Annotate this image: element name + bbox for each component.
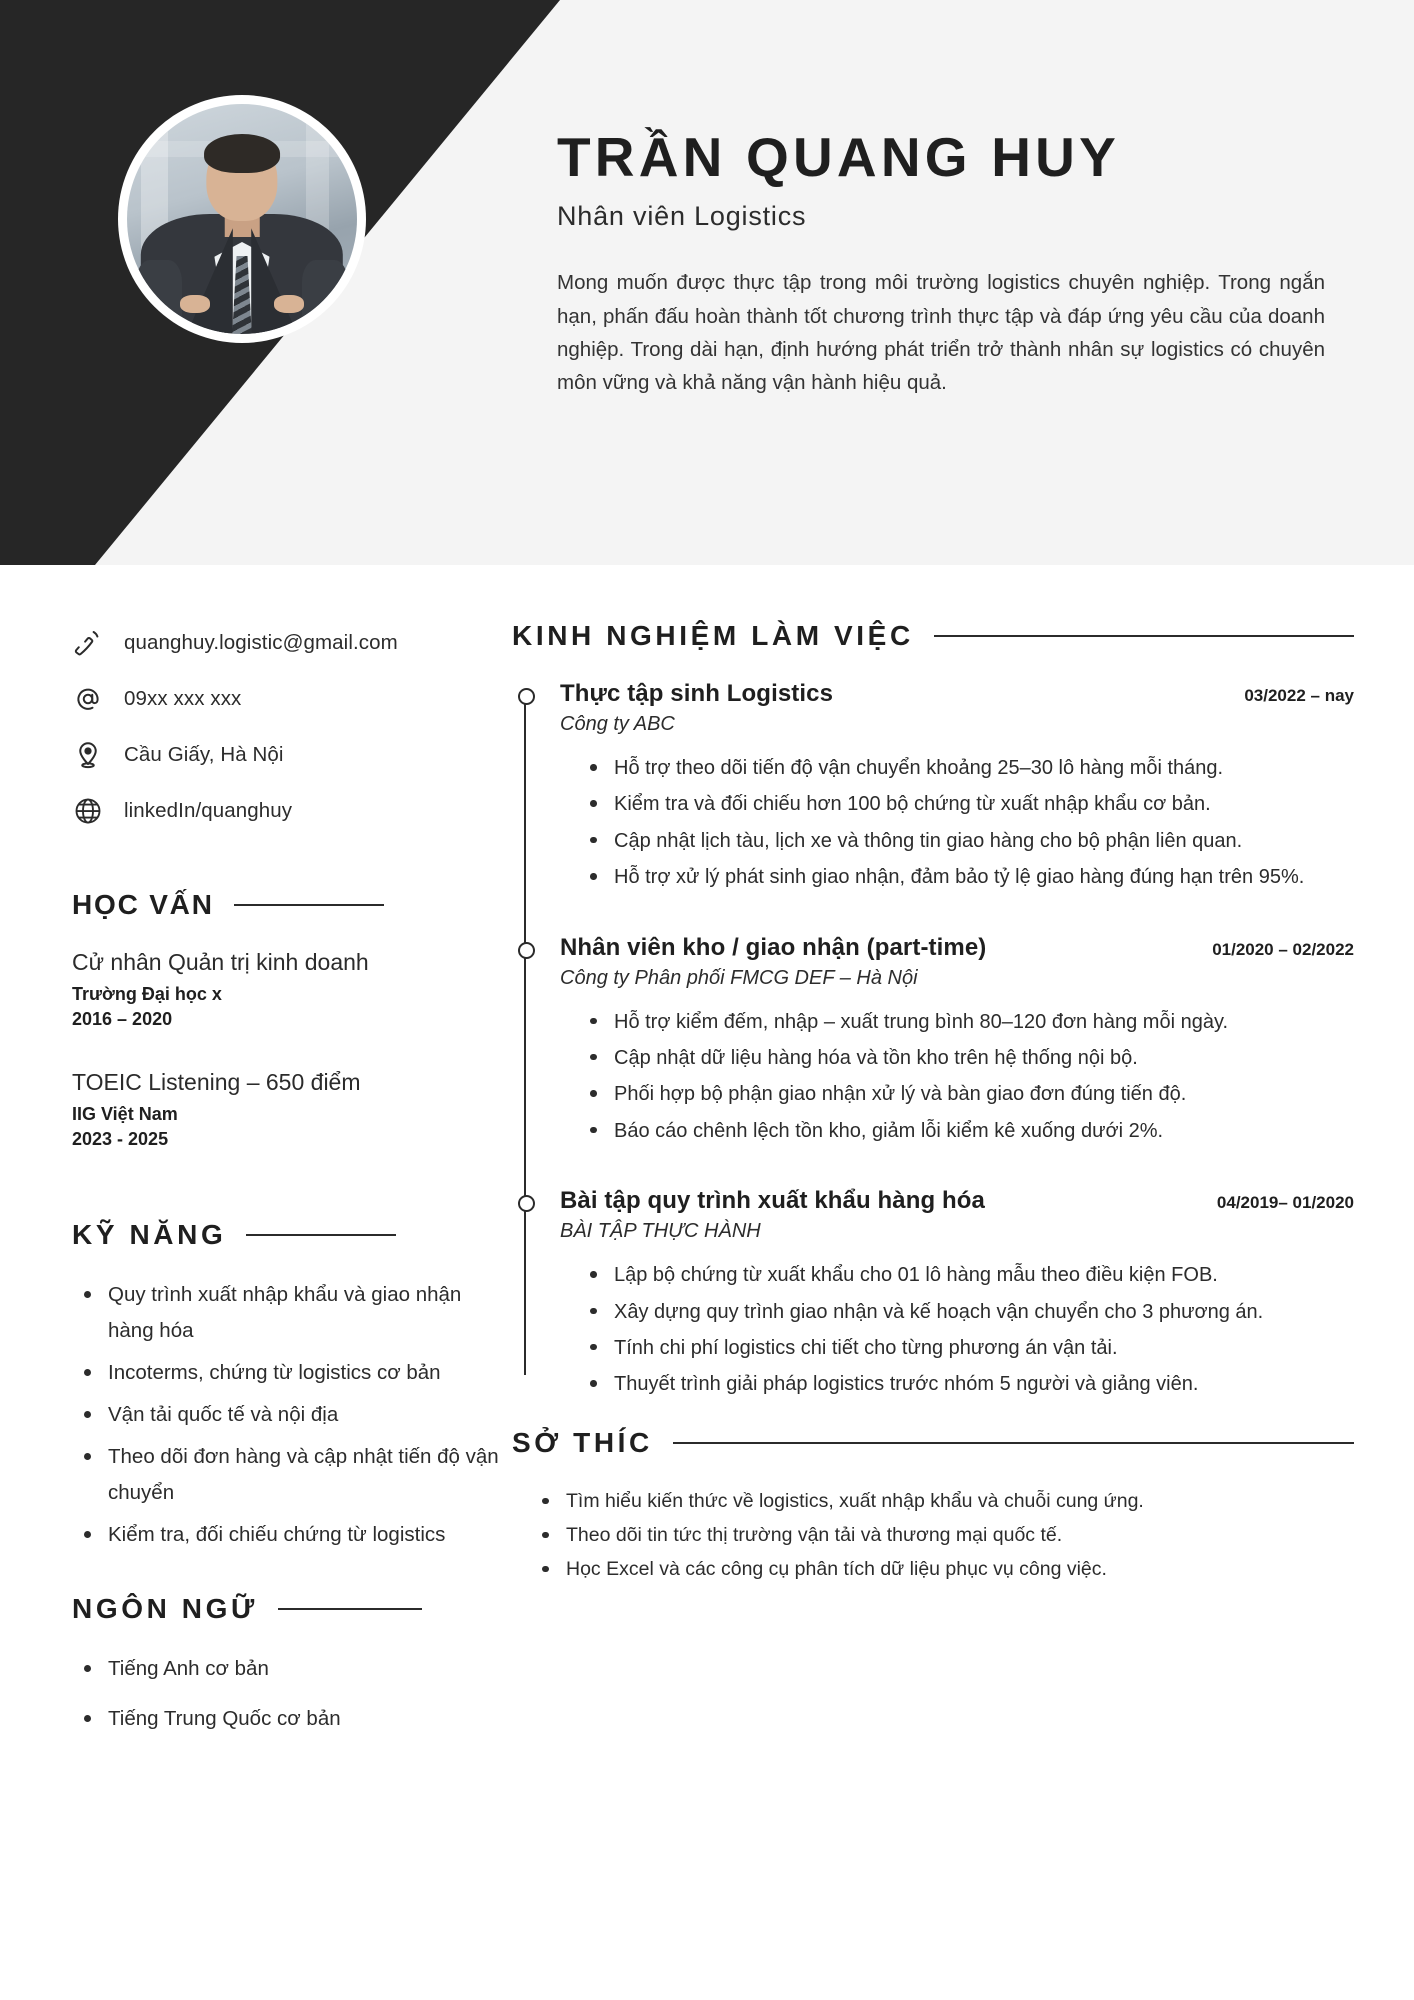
languages-list xyxy=(78,1651,500,1737)
education-item xyxy=(72,1067,500,1153)
avatar xyxy=(118,95,366,343)
job-date: 03/2022 – nay xyxy=(1244,686,1354,705)
experience-timeline xyxy=(512,680,1354,1401)
contact-row-address[interactable] xyxy=(72,739,500,771)
section-title: NGÔN NGỮ xyxy=(72,1593,258,1625)
education-years: 2016 – 2020 xyxy=(72,1009,173,1030)
list-item: Xây dựng quy trình giao nhận và kế hoạch vận chuyển cho 3 phương án. xyxy=(586,1296,1354,1328)
list-item: Lập bộ chứng từ xuất khẩu cho 01 lô hàng mẫu theo điều kiện FOB. xyxy=(586,1259,1354,1291)
at-icon xyxy=(72,683,104,715)
job-role-subtitle: Nhân viên Logistics xyxy=(557,201,807,232)
contact-value: quanghuy.logistic@gmail.com xyxy=(124,631,398,654)
languages-section xyxy=(72,1593,500,1737)
list-item: Tính chi phí logistics chi tiết cho từng phương án vận tải. xyxy=(586,1332,1354,1364)
contact-list xyxy=(72,627,500,827)
experience-section-header xyxy=(512,620,1354,652)
list-item: Học Excel và các công cụ phân tích dữ liệu phục vụ công việc. xyxy=(538,1553,1354,1587)
pin-icon xyxy=(72,739,104,771)
job-title: Thực tập sinh Logistics xyxy=(560,680,834,707)
timeline-dot-icon xyxy=(518,688,535,705)
languages-section-header xyxy=(72,1593,422,1625)
list-item: Phối hợp bộ phận giao nhận xử lý và bàn giao đơn đúng tiến độ. xyxy=(586,1078,1354,1110)
profile-summary: Mong muốn được thực tập trong môi trường logistics chuyên nghiệp. Trong ngắn hạn, phấn đấu hoàn thành tốt chương trình thực tập và đáp ứng yêu cầu của doanh nghiệp. Trong dài hạn, định hướng phát triển trở thành nhân sự logistics có chuyên môn vững và khả năng vận hành hiệu quả. xyxy=(557,271,1325,394)
contact-value: Cầu Giấy, Hà Nội xyxy=(124,743,284,766)
list-item: Cập nhật dữ liệu hàng hóa và tồn kho trên hệ thống nội bộ. xyxy=(586,1042,1354,1074)
job-title: Bài tập quy trình xuất khẩu hàng hóa xyxy=(560,1187,985,1215)
page-title: TRẦN QUANG HUY xyxy=(557,126,1120,188)
contact-row-email[interactable] xyxy=(72,627,500,659)
list-item: Tiếng Anh cơ bản xyxy=(78,1651,500,1687)
phone-icon xyxy=(72,627,104,659)
timeline-dot-icon xyxy=(518,942,535,959)
experience-item xyxy=(560,1187,1354,1401)
list-item: Theo dõi tin tức thị trường vận tải và thương mại quốc tế. xyxy=(538,1519,1354,1553)
list-item: Vận tải quốc tế và nội địa xyxy=(78,1397,500,1433)
job-date: 01/2020 – 02/2022 xyxy=(1212,939,1354,959)
left-column xyxy=(0,565,500,1752)
list-item: Thuyết trình giải pháp logistics trước nhóm 5 người và giảng viên. xyxy=(586,1368,1354,1400)
list-item: Tìm hiểu kiến thức về logistics, xuất nhập khẩu và chuỗi cung ứng. xyxy=(538,1485,1354,1519)
list-item: Báo cáo chênh lệch tồn kho, giảm lỗi kiểm kê xuống dưới 2%. xyxy=(586,1115,1354,1147)
section-rule xyxy=(234,904,384,906)
contact-row-linkedin[interactable] xyxy=(72,795,500,827)
hobbies-section xyxy=(512,1427,1354,1587)
list-item: Kiểm tra, đối chiếu chứng từ logistics xyxy=(78,1517,500,1553)
skills-section-header xyxy=(72,1219,422,1251)
hobbies-section-header xyxy=(512,1427,1354,1459)
section-title: HỌC VẤN xyxy=(72,889,214,920)
section-title: KỸ NĂNG xyxy=(72,1218,227,1250)
list-item: Cập nhật lịch tàu, lịch xe và thông tin giao hàng cho bộ phận liên quan. xyxy=(586,825,1354,857)
list-item: Hỗ trợ theo dõi tiến độ vận chuyển khoảng 25–30 lô hàng mỗi tháng. xyxy=(586,752,1354,784)
section-rule xyxy=(934,635,1354,637)
experience-item xyxy=(560,934,1354,1148)
list-item: Incoterms, chứng từ logistics cơ bản xyxy=(78,1355,500,1391)
portrait-photo xyxy=(127,104,357,334)
resume-body xyxy=(0,565,1414,1752)
contact-value: linkedIn/quanghuy xyxy=(124,799,293,822)
job-date: 04/2019– 01/2020 xyxy=(1216,1193,1354,1213)
skills-list xyxy=(78,1277,500,1554)
hobbies-list xyxy=(538,1485,1354,1587)
education-degree: TOEIC Listening – 650 điểm xyxy=(72,1068,361,1095)
education-years: 2023 - 2025 xyxy=(72,1129,169,1150)
education-school: IIG Việt Nam xyxy=(72,1103,178,1124)
list-item: Tiếng Trung Quốc cơ bản xyxy=(78,1701,500,1737)
job-organisation: BÀI TẬP THỰC HÀNH xyxy=(560,1220,761,1243)
right-column xyxy=(512,565,1414,1752)
experience-item xyxy=(560,680,1354,894)
list-item: Quy trình xuất nhập khẩu và giao nhận hàng hóa xyxy=(78,1277,500,1349)
header-text-block xyxy=(557,128,1325,399)
job-bullet-list xyxy=(586,752,1354,894)
job-title: Nhân viên kho / giao nhận (part-time) xyxy=(560,933,987,961)
list-item: Hỗ trợ xử lý phát sinh giao nhận, đảm bảo tỷ lệ giao hàng đúng hạn trên 95%. xyxy=(586,861,1354,893)
education-degree: Cử nhân Quản trị kinh doanh xyxy=(72,949,369,975)
timeline-dot-icon xyxy=(518,1195,535,1212)
education-section xyxy=(72,889,500,1153)
job-organisation: Công ty Phân phối FMCG DEF – Hà Nội xyxy=(560,966,918,989)
globe-icon xyxy=(72,795,104,827)
section-rule xyxy=(246,1234,396,1236)
skills-section xyxy=(72,1219,500,1554)
section-title: KINH NGHIỆM LÀM VIỆC xyxy=(512,620,914,651)
contact-row-phone[interactable] xyxy=(72,683,500,715)
list-item: Kiểm tra và đối chiếu hơn 100 bộ chứng từ xuất nhập khẩu cơ bản. xyxy=(586,788,1354,820)
resume-header xyxy=(0,0,1414,565)
job-bullet-list xyxy=(586,1006,1354,1148)
list-item: Theo dõi đơn hàng và cập nhật tiến độ vận chuyển xyxy=(78,1439,500,1511)
section-title: SỞ THÍC xyxy=(512,1426,653,1458)
list-item: Hỗ trợ kiểm đếm, nhập – xuất trung bình 80–120 đơn hàng mỗi ngày. xyxy=(586,1006,1354,1038)
contact-value: 09xx xxx xxx xyxy=(124,687,242,710)
education-item xyxy=(72,947,500,1033)
job-organisation: Công ty ABC xyxy=(560,713,675,735)
job-bullet-list xyxy=(586,1259,1354,1401)
section-rule xyxy=(673,1442,1354,1444)
education-section-header xyxy=(72,889,422,921)
section-rule xyxy=(278,1608,422,1610)
education-school: Trường Đại học x xyxy=(72,983,222,1004)
